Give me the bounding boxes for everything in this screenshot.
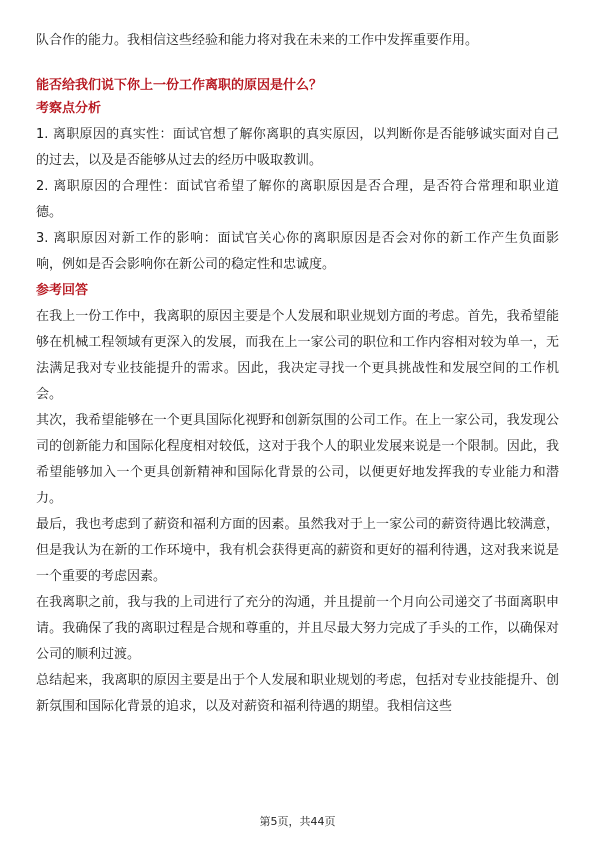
analysis-heading: 考察点分析 [36,101,102,116]
page-content [36,28,559,720]
analysis-point-3: 3. 离职原因对新工作的影响：面试官关心你的离职原因是否会对你的新工作产生负面影响，例如是否会影响你在新公司的稳定性和忠诚度。 [36,231,559,272]
question-heading: 能否给我们说下你上一份工作离职的原因是什么？ [36,78,323,93]
reference-paragraph-3: 最后，我也考虑到了薪资和福利方面的因素。虽然我对于上一家公司的薪资待遇比较满意，但是我认为在新的工作环境中，我有机会获得更高的薪资和更好的福利待遇，这对我来说是一个重要的考虑因素。 [36,517,559,584]
reference-paragraph-2: 其次，我希望能够在一个更具国际化视野和创新氛围的公司工作。在上一家公司，我发现公司的创新能力和国际化程度相对较低，这对于我个人的职业发展来说是一个限制。因此，我希望能够加入一个更具创新精神和国际化背景的公司，以便更好地发挥我的专业能力和潜力。 [36,413,559,506]
reference-heading: 参考回答 [36,283,89,298]
analysis-point-1: 1. 离职原因的真实性：面试官想了解你离职的真实原因，以判断你是否能够诚实面对自己的过去，以及是否能够从过去的经历中吸取教训。 [36,127,559,168]
page-number-footer: 第5页，共44页 [259,815,336,828]
reference-paragraph-5: 总结起来，我离职的原因主要是出于个人发展和职业规划的考虑，包括对专业技能提升、创新氛围和国际化背景的追求，以及对薪资和福利待遇的期望。我相信这些 [36,673,559,714]
reference-paragraph-4: 在我离职之前，我与我的上司进行了充分的沟通，并且提前一个月向公司递交了书面离职申请。我确保了我的离职过程是合规和尊重的，并且尽最大努力完成了手头的工作，以确保对公司的顺利过渡。 [36,595,559,662]
analysis-point-2: 2. 离职原因的合理性：面试官希望了解你的离职原因是否合理，是否符合常理和职业道德。 [36,179,559,220]
reference-paragraph-1: 在我上一份工作中，我离职的原因主要是个人发展和职业规划方面的考虑。首先，我希望能够在机械工程领域有更深入的发展，而我在上一家公司的职位和工作内容相对较为单一，无法满足我对专业技能提升的需求。因此，我决定寻找一个更具挑战性和发展空间的工作机会。 [36,309,559,402]
intro-tail-paragraph: 队合作的能力。我相信这些经验和能力将对我在未来的工作中发挥重要作用。 [36,33,479,48]
